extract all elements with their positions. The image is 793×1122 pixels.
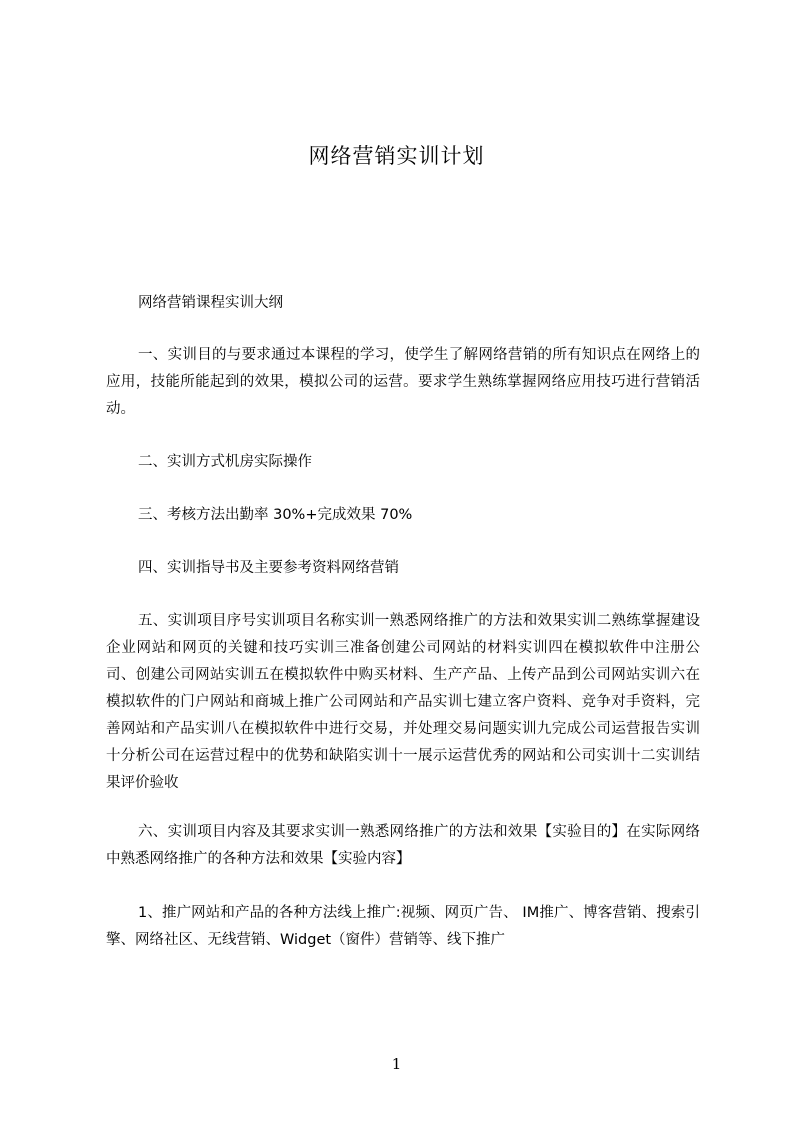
item-1-promotion-methods: 1、推广网站和产品的各种方法线上推广:视频、网页广告、 IM推广、博客营销、搜索引擎、网络社区、无线营销、Widget（窗件）营销等、线下推广 bbox=[106, 905, 700, 948]
section-5-projects: 五、实训项目序号实训项目名称实训一熟悉网络推广的方法和效果实训二熟练掌握建设企业网站和网页的关键和技巧实训三准备创建公司网站的材料实训四在模拟软件中注册公司、创建公司网站实训五在模拟软件中购买材料、生产产品、上传产品到公司网站实训六在模拟软件的门户网站和商城上推广公司网站和产品实训七建立客户资料、竞争对手资料，完善网站和产品实训八在模拟软件中进行交易，并处理交易问题实训九完成公司运营报告实训十分析公司在运营过程中的优势和缺陷实训十一展示运营优秀的网站和公司实训十二实训结果评价验收 bbox=[106, 613, 700, 791]
page-number: 1 bbox=[391, 1055, 402, 1073]
course-outline-heading: 网络营销课程实训大纲 bbox=[138, 295, 283, 311]
section-3-assessment: 三、考核方法出勤率 30%+完成效果 70% bbox=[138, 507, 413, 523]
section-2-method: 二、实训方式机房实际操作 bbox=[138, 454, 312, 470]
section-6-content: 六、实训项目内容及其要求实训一熟悉网络推广的方法和效果【实验目的】在实际网络中熟悉网络推广的各种方法和效果【实验内容】 bbox=[106, 824, 700, 867]
section-1-objectives: 一、实训目的与要求通过本课程的学习，使学生了解网络营销的所有知识点在网络上的应用，技能所能起到的效果，模拟公司的运营。要求学生熟练掌握网络应用技巧进行营销活动。 bbox=[106, 347, 700, 417]
section-4-references: 四、实训指导书及主要参考资料网络营销 bbox=[138, 560, 399, 576]
document-title: 网络营销实训计划 bbox=[308, 144, 485, 168]
